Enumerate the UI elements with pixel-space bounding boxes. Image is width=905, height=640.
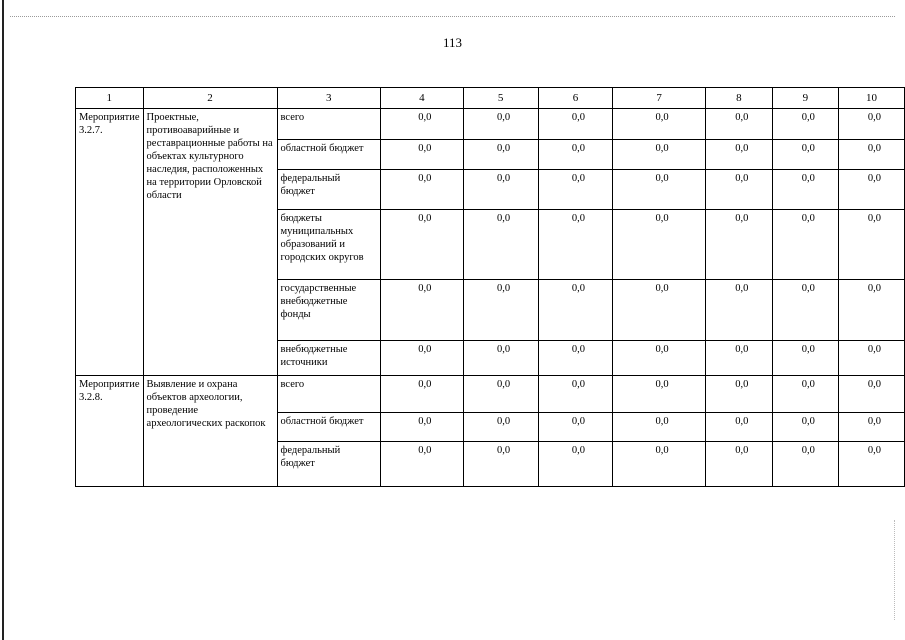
value-text: 0,0 <box>655 112 669 123</box>
value-cell <box>463 413 538 442</box>
value-text: 0,0 <box>418 213 432 224</box>
value-cell <box>705 376 772 413</box>
value-cell <box>463 170 538 210</box>
value-text: 0,0 <box>418 112 432 123</box>
value-cell <box>538 376 613 413</box>
value-text: 0,0 <box>867 112 881 123</box>
value-text: 0,0 <box>655 283 669 294</box>
value-text: 0,0 <box>571 213 586 224</box>
funding-source: областной бюджет <box>277 413 381 442</box>
value-text: 0,0 <box>497 143 511 154</box>
value-text: 0,0 <box>497 283 511 294</box>
funding-source: всего <box>277 109 381 140</box>
measure-code: Мероприятие 3.2.7. <box>76 109 144 376</box>
value-cell <box>381 280 464 341</box>
value-text: 0,0 <box>418 143 432 154</box>
funding-source: всего <box>277 376 381 413</box>
value-text: 0,0 <box>571 143 586 154</box>
value-cell <box>381 413 464 442</box>
value-cell <box>463 442 538 487</box>
value-text: 0,0 <box>801 143 815 154</box>
value-text: 0,0 <box>735 445 749 456</box>
value-cell <box>381 210 464 280</box>
value-cell <box>838 210 904 280</box>
value-cell <box>838 341 904 376</box>
value-text: 0,0 <box>867 344 881 355</box>
value-text: 0,0 <box>418 283 432 294</box>
value-text: 0,0 <box>735 173 749 184</box>
budget-table <box>75 87 905 487</box>
value-text: 0,0 <box>867 379 881 390</box>
value-cell <box>838 280 904 341</box>
header-col-10: 10 <box>838 88 904 109</box>
value-cell <box>381 109 464 140</box>
value-text: 0,0 <box>655 344 669 355</box>
page-number: 113 <box>442 35 463 50</box>
header-col-6: 6 <box>538 88 613 109</box>
scan-right-noise <box>874 520 895 620</box>
value-text: 0,0 <box>497 445 511 456</box>
value-cell <box>538 210 613 280</box>
measure-title: Выявление и охрана объектов археологии, проведение археологических раскопок <box>143 376 277 487</box>
value-text: 0,0 <box>867 173 881 184</box>
value-text: 0,0 <box>497 416 511 427</box>
value-cell <box>838 170 904 210</box>
header-col-7: 7 <box>613 88 705 109</box>
value-text: 0,0 <box>497 213 511 224</box>
value-text: 0,0 <box>867 416 881 427</box>
value-text: 0,0 <box>571 445 586 456</box>
value-cell <box>613 170 705 210</box>
value-text: 0,0 <box>497 112 511 123</box>
scan-top-noise <box>10 16 895 17</box>
value-text: 0,0 <box>418 344 432 355</box>
value-text: 0,0 <box>655 416 669 427</box>
header-col-1: 1 <box>76 88 144 109</box>
value-cell <box>538 170 613 210</box>
funding-source: внебюджетные источники <box>277 341 381 376</box>
value-text: 0,0 <box>801 173 815 184</box>
value-cell <box>463 376 538 413</box>
value-cell <box>613 210 705 280</box>
value-cell <box>463 280 538 341</box>
value-text: 0,0 <box>571 283 586 294</box>
value-text: 0,0 <box>735 283 749 294</box>
value-cell <box>538 442 613 487</box>
value-text: 0,0 <box>801 344 815 355</box>
value-cell <box>772 376 838 413</box>
value-text: 0,0 <box>571 344 586 355</box>
value-text: 0,0 <box>418 173 432 184</box>
value-text: 0,0 <box>801 283 815 294</box>
value-cell <box>705 170 772 210</box>
value-text: 0,0 <box>735 344 749 355</box>
header-col-8: 8 <box>705 88 772 109</box>
value-cell <box>381 170 464 210</box>
value-text: 0,0 <box>418 379 432 390</box>
header-col-4: 4 <box>381 88 464 109</box>
value-text: 0,0 <box>655 445 669 456</box>
value-cell <box>381 442 464 487</box>
value-text: 0,0 <box>497 173 511 184</box>
value-text: 0,0 <box>801 445 815 456</box>
value-cell <box>613 109 705 140</box>
scan-left-edge <box>2 0 4 640</box>
value-text: 0,0 <box>571 416 586 427</box>
value-cell <box>772 280 838 341</box>
value-cell <box>381 140 464 170</box>
funding-source: областной бюджет <box>277 140 381 170</box>
value-cell <box>613 341 705 376</box>
value-text: 0,0 <box>418 445 432 456</box>
value-cell <box>772 170 838 210</box>
header-col-9: 9 <box>772 88 838 109</box>
value-text: 0,0 <box>571 112 586 123</box>
value-cell <box>705 442 772 487</box>
header-row <box>76 88 905 109</box>
value-cell <box>613 280 705 341</box>
value-cell <box>705 109 772 140</box>
value-text: 0,0 <box>867 213 881 224</box>
table-row <box>76 376 905 413</box>
value-cell <box>463 109 538 140</box>
value-cell <box>613 442 705 487</box>
value-text: 0,0 <box>571 379 586 390</box>
value-cell <box>613 140 705 170</box>
value-text: 0,0 <box>418 416 432 427</box>
value-text: 0,0 <box>497 344 511 355</box>
measure-code: Мероприятие 3.2.8. <box>76 376 144 487</box>
value-text: 0,0 <box>735 213 749 224</box>
value-text: 0,0 <box>867 143 881 154</box>
value-text: 0,0 <box>801 416 815 427</box>
value-cell <box>772 442 838 487</box>
value-text: 0,0 <box>867 283 881 294</box>
value-text: 0,0 <box>867 445 881 456</box>
value-text: 0,0 <box>735 379 749 390</box>
value-cell <box>838 109 904 140</box>
value-cell <box>381 341 464 376</box>
value-text: 0,0 <box>571 173 586 184</box>
value-cell <box>463 140 538 170</box>
value-cell <box>838 442 904 487</box>
value-cell <box>538 280 613 341</box>
value-cell <box>772 341 838 376</box>
measure-title: Проектные, противоаварийные и реставрационные работы на объектах культурного наследия, расположенных на территории Орловской области <box>143 109 277 376</box>
value-cell <box>772 413 838 442</box>
header-col-2: 2 <box>143 88 277 109</box>
value-cell <box>538 140 613 170</box>
value-text: 0,0 <box>655 143 669 154</box>
value-cell <box>838 413 904 442</box>
header-col-3: 3 <box>277 88 381 109</box>
value-text: 0,0 <box>801 213 815 224</box>
value-text: 0,0 <box>497 379 511 390</box>
value-cell <box>838 140 904 170</box>
value-cell <box>705 280 772 341</box>
table-row <box>76 109 905 140</box>
funding-source: бюджеты муниципальных образований и городских округов <box>277 210 381 280</box>
value-cell <box>772 210 838 280</box>
value-cell <box>705 341 772 376</box>
value-cell <box>538 413 613 442</box>
value-cell <box>613 376 705 413</box>
value-text: 0,0 <box>655 379 669 390</box>
value-text: 0,0 <box>655 173 669 184</box>
funding-source: федеральный бюджет <box>277 170 381 210</box>
value-cell <box>772 140 838 170</box>
value-text: 0,0 <box>655 213 669 224</box>
funding-source: федеральный бюджет <box>277 442 381 487</box>
value-text: 0,0 <box>735 143 749 154</box>
value-text: 0,0 <box>735 416 749 427</box>
header-col-5: 5 <box>463 88 538 109</box>
value-cell <box>838 376 904 413</box>
value-cell <box>613 413 705 442</box>
table-body <box>76 109 905 487</box>
value-text: 0,0 <box>801 379 815 390</box>
funding-source: государственные внебюджетные фонды <box>277 280 381 341</box>
value-cell <box>705 140 772 170</box>
value-cell <box>772 109 838 140</box>
value-cell <box>538 341 613 376</box>
value-cell <box>705 210 772 280</box>
value-cell <box>463 210 538 280</box>
value-cell <box>538 109 613 140</box>
value-text: 0,0 <box>801 112 815 123</box>
value-cell <box>705 413 772 442</box>
value-cell <box>463 341 538 376</box>
value-cell <box>381 376 464 413</box>
value-text: 0,0 <box>735 112 749 123</box>
